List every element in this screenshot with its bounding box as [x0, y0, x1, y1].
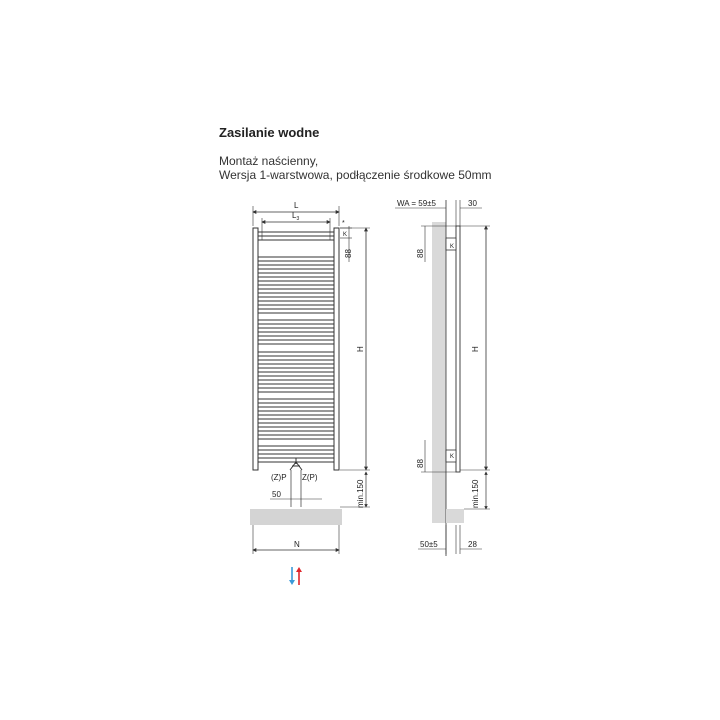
connection-left-label: (Z)P	[271, 473, 287, 482]
front-view	[250, 201, 370, 554]
dim-H-label: H	[356, 346, 365, 352]
dim-88-label: 88	[344, 249, 353, 258]
wall-section	[432, 222, 446, 523]
heating-bars	[258, 232, 334, 462]
subtitle-mounting: Montaż naścienny,	[219, 154, 319, 168]
dim-88-bottom-label: 88	[416, 459, 425, 468]
supply-return-arrows-icon	[289, 567, 302, 585]
dim-K-label: K	[343, 232, 348, 238]
dim-L3-label: $L_3$	[292, 211, 300, 222]
dim-28-label: 28	[468, 540, 477, 549]
dim-min150-label: min.150	[356, 479, 365, 508]
dim-88-top-label: 88	[416, 249, 425, 258]
dim-min150-side-label: min.150	[471, 479, 480, 508]
floor-band	[250, 509, 342, 525]
dim-N-label: N	[294, 540, 300, 549]
dim-WA-label: WA = 59±5	[397, 199, 437, 208]
right-rail	[334, 228, 339, 470]
connection-right-label: Z(P)	[302, 473, 318, 482]
radiator-profile	[456, 226, 460, 472]
side-view	[395, 199, 490, 556]
dim-H-side-label: H	[471, 346, 480, 352]
floor-section	[446, 509, 464, 523]
dim-50-label: 50	[272, 490, 281, 499]
page-title: Zasilanie wodne	[219, 125, 320, 140]
dim-star-label: *	[342, 220, 345, 227]
dim-K-top-label: K	[450, 244, 455, 250]
dim-K-bottom-label: K	[450, 454, 455, 460]
dim-30-label: 30	[468, 199, 477, 208]
left-rail	[253, 228, 258, 470]
connection-valve-icon	[290, 458, 302, 470]
dim-L-label: L	[294, 201, 299, 210]
subtitle-version: Wersja 1-warstwowa, podłączenie środkowe 50mm	[219, 168, 492, 182]
dim-50-side-label: 50±5	[420, 540, 438, 549]
